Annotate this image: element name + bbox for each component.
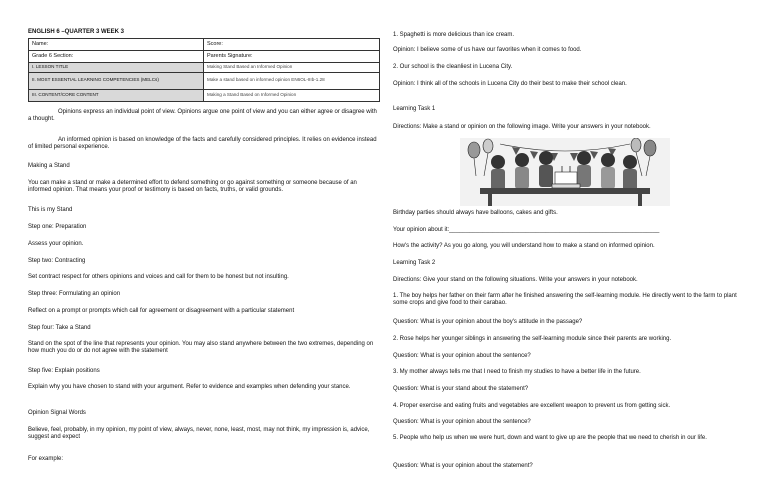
step-three-text: Reflect on a prompt or prompts which call for agreement or disagreement with a particular statement <box>28 308 295 314</box>
lesson-title-value: Making Stand Based an Informed Opinion <box>204 63 380 73</box>
my-stand-heading: This is my Stand <box>28 207 73 213</box>
grade-section-label: Grade 6 Section: <box>29 51 204 63</box>
lesson-title-label: I. LESSON TITLE <box>29 63 204 73</box>
learning-task-2-directions: Directions: Give your stand on the following situations. Write your answers in your notebook. <box>393 277 638 283</box>
page-header: ENGLISH 6 –QUARTER 3 WEEK 3 <box>28 29 125 35</box>
activity-text: How's the activity? As you go along, you will understand how to make a stand on informed opinion. <box>393 243 655 249</box>
learning-task-1-directions: Directions: Make a stand or opinion on the following image. Write your answers in your notebook. <box>393 124 651 130</box>
for-example-label: For example: <box>28 456 64 462</box>
signal-words-text: Believe, feel, probably, in my opinion, my point of view, always, never, none, least, most, may not think, my impression is, advice, suggest and expect <box>28 427 370 440</box>
example-two: 2. Our school is the cleanliest in Lucena City. <box>393 64 513 70</box>
birthday-statement: Birthday parties should always have balloons, cakes and gifts. <box>393 210 558 216</box>
melcs-label: II. MOST ESSENTIAL LEARNING COMPETENCIES (MELCs) <box>29 72 204 89</box>
question-one: Question: What is your opinion about the boy's attitude in the passage? <box>393 319 583 325</box>
step-one-text: Assess your opinion. <box>28 241 84 247</box>
situation-four: 4. Proper exercise and eating fruits and vegetables are excellent weapon to prevent us from getting sick. <box>393 403 671 409</box>
opinion-two: Opinion: I think all of the schools in Lucena City do their best to make their school clean. <box>393 81 627 87</box>
question-two: Question: What is your opinion about the sentence? <box>393 353 531 359</box>
lesson-info-table <box>28 38 380 102</box>
question-four: Question: What is your opinion about the sentence? <box>393 419 531 425</box>
learning-task-1-heading: Learning Task 1 <box>393 106 436 112</box>
making-stand-text: You can make a stand or make a determined effort to defend something or go against something or someone because of an informed opinion. That means your proof or testimony is based on facts, truths, or valid grounds. <box>28 180 357 193</box>
name-label: Name: <box>29 39 204 51</box>
step-two-text: Set contract respect for others opinions and voices and call for them to be honest but not insulting. <box>28 274 289 280</box>
step-one-title: Step one: Preparation <box>28 224 87 230</box>
content-value: Making a Stand Based on Informed Opinion <box>204 89 380 101</box>
signal-words-heading: Opinion Signal Words <box>28 410 86 416</box>
example-one: 1. Spaghetti is more delicious than ice cream. <box>393 32 515 38</box>
question-five: Question: What is your opinion about the statement? <box>393 463 533 469</box>
paragraph-opinions: Opinions express an individual point of view. Opinions argue one point of view and you can either agree or disagree with a thought. <box>28 109 377 122</box>
birthday-party-illustration <box>460 138 670 206</box>
situation-one: 1. The boy helps her father on their farm after he finished answering the self-learning module. He directly went to the farm to plant some crops and give food to their carabao. <box>393 293 737 306</box>
paragraph-informed-opinion: An informed opinion is based on knowledge of the facts and carefully considered principles. It relies on evidence instead of limited personal experience. <box>28 137 377 150</box>
step-five-text: Explain why you have chosen to stand with your argument. Refer to evidence and examples when defending your stance. <box>28 384 351 390</box>
step-five-title: Step five: Explain positions <box>28 368 100 374</box>
step-four-text: Stand on the spot of the line that represents your opinion. You may also stand anywhere between the two extremes, depending on how much you do or do not agree with the statement <box>28 341 374 354</box>
step-three-title: Step three: Formulating an opinion <box>28 291 121 297</box>
question-three: Question: What is your stand about the statement? <box>393 386 529 392</box>
content-label: III. CONTENT/CORE CONTENT <box>29 89 204 101</box>
situation-five: 5. People who help us when we were hurt, down and want to give up are the people that we need to cherish in our life. <box>393 435 707 441</box>
step-four-title: Step four: Take a Stand <box>28 325 91 331</box>
your-opinion-line: Your opinion about it:_______________________________________________________________ <box>393 227 660 233</box>
score-label: Score: <box>204 39 380 51</box>
situation-three: 3. My mother always tells me that I need to finish my studies to have a better life in the future. <box>393 369 641 375</box>
melcs-value: Make a stand based on informed opinion EN6OL-IIIb-1.28 <box>204 72 380 89</box>
making-stand-heading: Making a Stand <box>28 163 70 169</box>
parents-signature-label: Parents Signature: <box>204 51 380 63</box>
situation-two: 2. Rose helps her younger siblings in answering the self-learning module since their parents are working. <box>393 336 672 342</box>
learning-task-2-heading: Learning Task 2 <box>393 260 436 266</box>
opinion-one: Opinion: I believe some of us have our favorites when it comes to food. <box>393 47 582 53</box>
step-two-title: Step two: Contracting <box>28 258 86 264</box>
